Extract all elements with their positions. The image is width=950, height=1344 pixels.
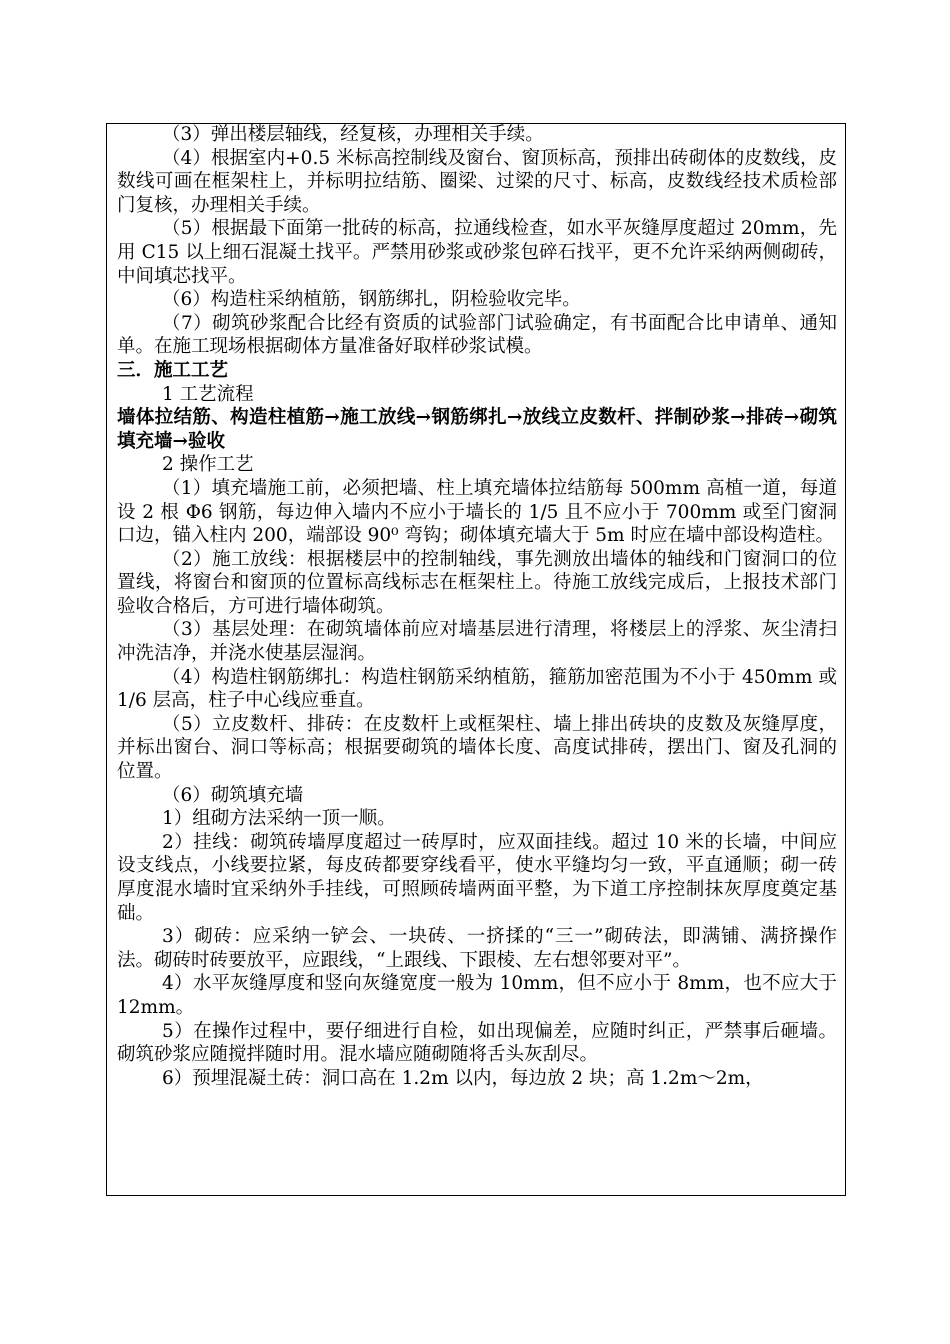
paragraph: （6）构造柱采纳植筋，钢筋绑扎，阴检验收完毕。 xyxy=(162,289,581,311)
paragraph: （7）砌筑砂浆配合比经有资质的试验部门试验确定，有书面配合比申请单、通知单。在施工现场根据砌体方量准备好取样砂浆试模。 xyxy=(117,312,837,358)
paragraph: 3）砌砖：应采纳一铲会、一块砖、一挤揉的“三一”砌砖法，即满铺、满挤操作法。砌砖时砖要放平，应跟线，“上跟线、下跟棱、左右想邻要对平”。 xyxy=(117,926,837,971)
paragraph: 4）水平灰缝厚度和竖向灰缝宽度一般为 10mm，但不应小于 8mm，也不应大于 12mm。 xyxy=(117,973,837,1018)
paragraph: （6）砌筑填充墙 xyxy=(162,784,304,806)
paragraph: （5）立皮数杆、排砖：在皮数杆上或框架柱、墙上排出砖块的皮数及灰缝厚度，并标出窗台、洞口等标高；根据要砌筑的墙体长度、高度试排砖，摆出门、窗及孔洞的位置。 xyxy=(117,713,837,783)
paragraph: （4）构造柱钢筋绑扎：构造柱钢筋采纳植筋，箍筋加密范围为不小于 450mm 或 1/6 层高，柱子中心线应垂直。 xyxy=(117,666,837,712)
paragraph: 2）挂线：砌筑砖墙厚度超过一砖厚时，应双面挂线。超过 10 米的长墙，中间应设支线点，小线要拉紧，每皮砖都要穿线看平，使水平缝均匀一致，平直通顺；砌一砖厚度混水墙时宜采纳外手挂线，可照顾砖墙两面平整，为下道工序控制抹灰厚度奠定基础。 xyxy=(117,831,837,924)
paragraph: （5）根据最下面第一批砖的标高，拉通线检查，如水平灰缝厚度超过 20mm，先用 C15 以上细石混凝土找平。严禁用砂浆或砂浆包碎石找平，更不允许采纳两侧砌砖，中间填芯找平。 xyxy=(117,218,837,287)
section-heading: 三．施工工艺 xyxy=(117,359,229,381)
subsection-heading: 2 操作工艺 xyxy=(162,454,254,476)
process-flow: 墙体拉结筋、构造柱植筋→施工放线→钢筋绑扎→放线立皮数杆、拌制砂浆→排砖→砌筑填充墙→验收 xyxy=(117,407,837,452)
document-body xyxy=(117,123,837,1090)
paragraph: （1）填充墙施工前，必须把墙、柱上填充墙体拉结筋每 500mm 高植一道，每道设 2 根 Φ6 钢筋，每边伸入墙内不应小于墙长的 1/5 且不应小于 700mm 或至门窗洞口边，锚入柱内 200，端部设 90⁰ 弯钩；砌体填充墙大于 5m 时应在墙中部设构造柱。 xyxy=(117,477,837,547)
subsection-heading: 1 工艺流程 xyxy=(162,383,254,405)
paragraph: 1）组砌方法采纳一顶一顺。 xyxy=(162,808,396,830)
paragraph: 6）预埋混凝土砖：洞口高在 1.2m 以内，每边放 2 块；高 1.2m～2m， xyxy=(162,1067,764,1089)
paragraph: （3）基层处理：在砌筑墙体前应对墙基层进行清理，将楼层上的浮浆、灰尘清扫冲洗洁净，并浇水使基层湿润。 xyxy=(117,619,837,665)
paragraph: （3）弹出楼层轴线，经复核，办理相关手续。 xyxy=(162,124,544,145)
paragraph: （4）根据室内+0.5 米标高控制线及窗台、窗顶标高，预排出砖砌体的皮数线，皮数线可画在框架柱上，并标明拉结筋、圈梁、过梁的尺寸、标高，皮数线经技术质检部门复核，办理相关手续。 xyxy=(117,147,837,216)
paragraph: （2）施工放线：根据楼层中的控制轴线，事先测放出墙体的轴线和门窗洞口的位置线，将窗台和窗顶的位置标高线标志在框架柱上。待施工放线完成后，上报技术部门验收合格后，方可进行墙体砌筑。 xyxy=(117,548,837,617)
paragraph: 5）在操作过程中，要仔细进行自检，如出现偏差，应随时纠正，严禁事后砸墙。砌筑砂浆应随搅拌随时用。混水墙应随砌随将舌头灰刮尽。 xyxy=(117,1020,837,1066)
